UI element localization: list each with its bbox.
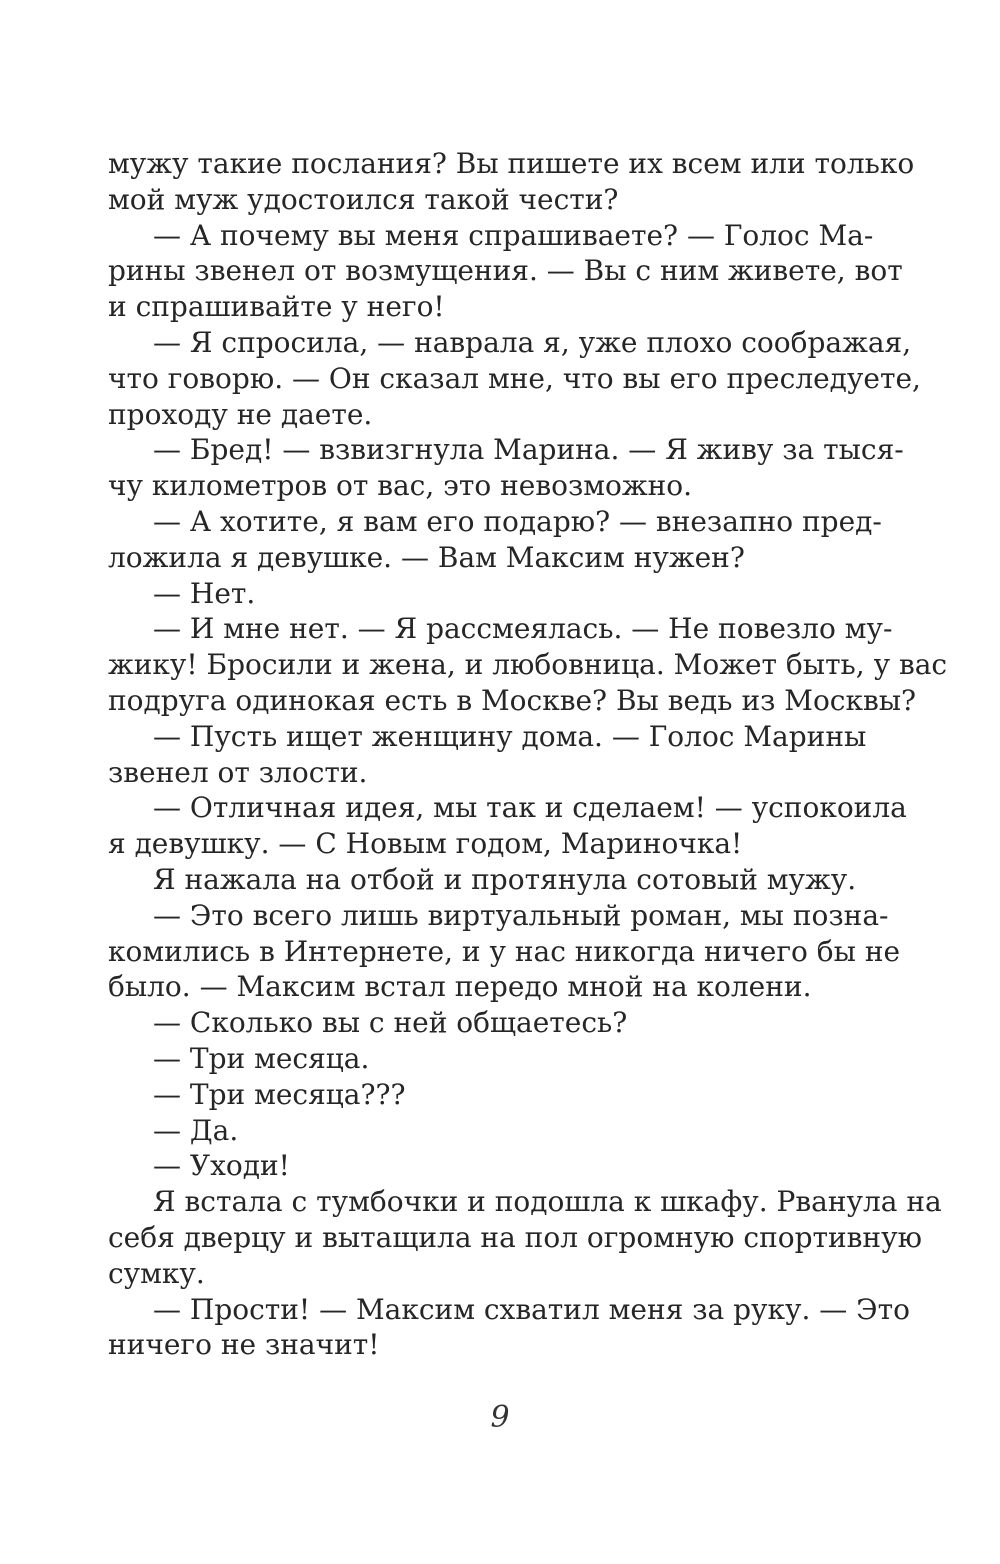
text-line: — Сколько вы с ней общаетесь? [153,1006,628,1040]
text-line: Я нажала на отбой и протянула сотовый мужу. [153,862,857,896]
text-line: сумку. [108,1256,205,1290]
text-line: — Я спросила, — наврала я, уже плохо соображая, [153,325,912,359]
page-number: 9 [490,1400,510,1435]
text-line: было. — Максим встал передо мной на колени. [108,970,812,1004]
text-line: что говорю. — Он сказал мне, что вы его преследуете, [108,361,921,395]
text-line: — Это всего лишь виртуальный роман, мы позна- [153,898,889,932]
text-line: — Да. [153,1113,239,1147]
text-line: — Бред! — взвизгнула Марина. — Я живу за тыся- [153,433,904,467]
text-line: мой муж удостоился такой чести? [108,182,619,216]
text-line: — Отличная идея, мы так и сделаем! — успокоила [153,791,907,825]
text-line: — И мне нет. — Я рассмеялась. — Не повезло му- [153,612,893,646]
text-line: подруга одинокая есть в Москве? Вы ведь из Москвы? [108,683,917,717]
text-line: себя дверцу и вытащила на пол огромную спортивную [108,1220,922,1254]
text-line: ложила я девушке. — Вам Максим нужен? [108,540,745,574]
text-line: рины звенел от возмущения. — Вы с ним живете, вот [108,254,903,288]
text-line: — А хотите, я вам его подарю? — внезапно пред- [153,504,882,538]
body-text [108,146,948,1363]
text-line: — Пусть ищет женщину дома. — Голос Марины [153,719,867,753]
text-line: и спрашивайте у него! [108,290,445,324]
text-line: жику! Бросили и жена, и любовница. Может быть, у вас [108,648,948,682]
text-line: ничего не значит! [108,1328,380,1362]
text-line: звенел от злости. [108,755,368,789]
text-line: мужу такие послания? Вы пишете их всем или только [108,147,915,180]
text-line: — Прости! — Максим схватил меня за руку. — Это [153,1292,910,1326]
text-line: — Три месяца. [153,1041,370,1075]
text-line: — Уходи! [153,1149,290,1183]
text-line: я девушку. — С Новым годом, Мариночка! [108,827,743,861]
text-line: чу километров от вас, это невозможно. [108,469,693,503]
text-line: проходу не даете. [108,397,373,431]
text-line: комились в Интернете, и у нас никогда ничего бы не [108,934,901,968]
text-line: — Три месяца??? [153,1077,406,1111]
text-line: — А почему вы меня спрашиваете? — Голос Ма- [153,218,874,252]
text-line: — Нет. [153,576,256,610]
text-line: Я встала с тумбочки и подошла к шкафу. Рванула на [153,1185,942,1219]
